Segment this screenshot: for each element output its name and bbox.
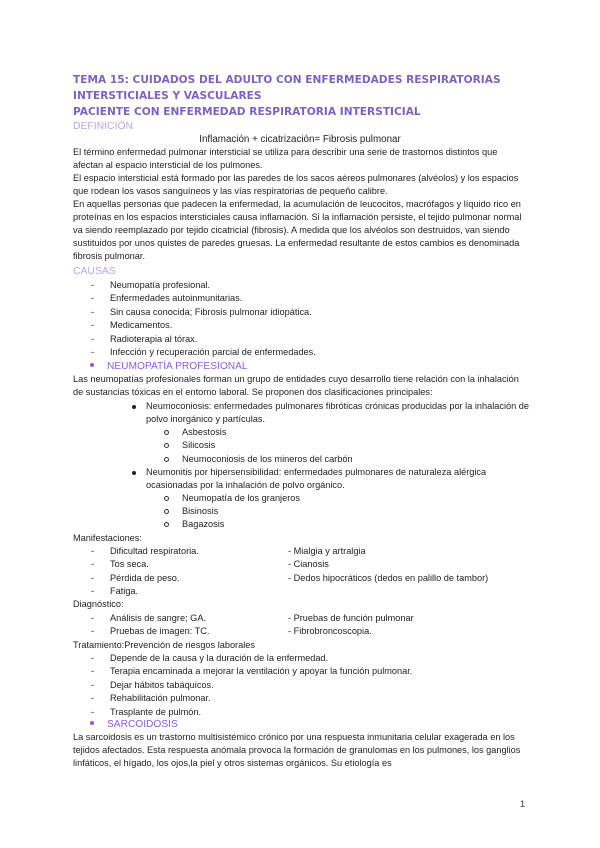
classification-text: Neumoconiosis: enfermedades pulmonares fibróticas crónicas producidas por la inhalación de polvo inorgánico y partículas. xyxy=(146,401,530,424)
manifestaciones-label: Manifestaciones: xyxy=(73,533,142,543)
circle-bullet-icon xyxy=(164,522,169,527)
bullet-dot-icon xyxy=(90,721,94,725)
tratamiento-list xyxy=(73,652,533,719)
col-1-text: - Fatiga. xyxy=(110,585,139,596)
list-item xyxy=(73,545,533,558)
col-1-text: - Pruebas de imagen: TC. xyxy=(110,626,210,637)
sarcoidosis-paragraph: La sarcoidosis es un trastorno multisistémico crónico por una respuesta inmunitaria celular exagerada en los tejidos afectados. Esta respuesta anómala provoca la formación de granulomas en los pulmones, los ganglios linfáticos, el hígado, los ojos,la piel y otros sistemas orgánicos. Su etiología es xyxy=(73,732,521,768)
definicion-paragraph-3: En aquellas personas que padecen la enfermedad, la acumulación de leucocitos, macrófagos y líquido rico en proteínas en los espacios intersticiales causa inflamación. Si la inflamación persiste, el tejido pulmonar normal va siendo reemplazado por tejido cicatricial (fibrosis). A medida que los alvéolos son destruidos, van siendo sustituidos por unos quistes de paredes gruesas. La enfermedad resultante de estos cambios es denominada fibrosis pulmonar. xyxy=(73,199,522,261)
definicion-paragraph-1: El término enfermedad pulmonar intersticial se utiliza para describir una serie de trastornos distintos que afectan al espacio intersticial de los pulmones. xyxy=(73,147,498,170)
sub-item-text: Bagazosis xyxy=(182,519,225,530)
list-item: - Sin causa conocida; Fibrosis pulmonar idiopática. xyxy=(73,306,533,319)
sub-item xyxy=(146,453,530,466)
col-1-text: - Dificultad respiratoria. xyxy=(110,546,199,556)
bullet-dot-icon xyxy=(132,405,136,409)
list-item xyxy=(73,558,533,571)
list-item: - Medicamentos. xyxy=(73,319,533,332)
sub-list xyxy=(146,492,530,532)
classification-text: Neumonitis por hipersensibilidad: enfermedades pulmonares de naturaleza alérgica ocasionadas por la inhalación de polvo orgánico. xyxy=(146,466,487,490)
circle-bullet-icon xyxy=(164,443,169,448)
sub-item-text: Silicosis xyxy=(182,440,216,451)
list-item: - Radioterapia al tórax. xyxy=(73,333,533,346)
manifestaciones-list xyxy=(73,545,533,598)
page-number: 1 xyxy=(520,799,526,809)
col-2-text: - Dedos hipocráticos (dedos en palillo de tambor) xyxy=(288,572,489,583)
definicion-heading: DEFINICIÓN xyxy=(73,121,134,132)
list-item: - Rehabilitación pulmonar. xyxy=(73,692,533,705)
sarcoidosis-heading xyxy=(90,718,178,731)
list-item xyxy=(73,612,533,625)
bullet-dot-icon xyxy=(90,363,94,367)
sub-item-text: Neumopatía de los granjeros xyxy=(182,492,300,503)
sub-list xyxy=(146,426,530,466)
sub-item xyxy=(146,492,530,505)
formula-line: Inflamación + cicatrización= Fibrosis pulmonar xyxy=(199,134,401,145)
classification-item-neumoconiosis xyxy=(130,400,530,466)
list-item: - Trasplante de pulmón. xyxy=(73,706,533,719)
col-1-text: - Tos seca. xyxy=(110,559,149,570)
sub-item-text: Bisinosis xyxy=(182,506,219,517)
classification-item-neumonitis xyxy=(130,466,530,532)
col-1-text: - Pérdida de peso. xyxy=(110,572,180,583)
bullet-dot-icon xyxy=(132,471,136,475)
circle-bullet-icon xyxy=(164,457,169,462)
col-2-text: - Mialgia y artralgia xyxy=(288,546,366,556)
diagnostico-list xyxy=(73,612,533,639)
sub-item-text: Asbestosis xyxy=(182,427,227,437)
sub-item xyxy=(146,518,530,531)
list-item xyxy=(73,585,533,598)
list-item: - Dejar hábitos tabáquicos. xyxy=(73,679,533,692)
list-item: - Infección y recuperación parcial de enfermedades. xyxy=(73,346,533,359)
list-item: - Neumopatía profesional. xyxy=(73,279,533,292)
list-item: - Terapia encaminada a mejorar la ventilación y apoyar la función pulmonar. xyxy=(73,665,533,678)
diagnostico-label: Diagnóstico: xyxy=(73,599,124,609)
list-item xyxy=(73,572,533,585)
neumopatia-intro: Las neumopatías profesionales forman un grupo de entidades cuyo desarrollo tiene relación con la inhalación de sustancias tóxicas en el entorno laboral. Se proponen dos clasificaciones principales: xyxy=(73,374,519,397)
col-2-text: - Fibrobroncoscopia. xyxy=(288,626,372,637)
sub-item xyxy=(146,426,530,439)
neumopatia-heading xyxy=(90,360,248,373)
neumopatia-heading-text: NEUMOPATÍA PROFESIONAL xyxy=(107,361,248,372)
definicion-paragraph-2: El espacio intersticial está formado por las paredes de los sacos aéreos pulmonares (alvéolos) y los espacios que rodean los vasos sanguíneos y las vías respiratorias de pequeño calibre. xyxy=(73,173,519,196)
list-item: - Depende de la causa y la duración de la enfermedad. xyxy=(73,652,533,665)
causas-list xyxy=(73,279,533,359)
causas-heading: CAUSAS xyxy=(73,266,116,277)
sub-item-text: Neumoconiosis de los mineros del carbón xyxy=(182,453,353,464)
col-2-text: - Cianosis xyxy=(288,559,329,570)
tratamiento-label: Tratamiento:Prevención de riesgos laborales xyxy=(73,640,255,650)
sub-item xyxy=(146,505,530,518)
sub-item xyxy=(146,439,530,452)
circle-bullet-icon xyxy=(164,430,169,435)
col-2-text: - Pruebas de función pulmonar xyxy=(288,613,414,623)
document-title: TEMA 15: CUIDADOS DEL ADULTO CON ENFERMEDADES RESPIRATORIAS INTERSTICIALES Y VASCULARES xyxy=(73,74,501,102)
classification-list xyxy=(130,400,530,532)
col-1-text: - Análisis de sangre; GA. xyxy=(110,613,207,623)
list-item xyxy=(73,625,533,638)
circle-bullet-icon xyxy=(164,509,169,514)
list-item: - Enfermedades autoinmunitarias. xyxy=(73,292,533,305)
section-subtitle: PACIENTE CON ENFERMEDAD RESPIRATORIA INTERSTICIAL xyxy=(73,106,421,118)
circle-bullet-icon xyxy=(164,496,169,501)
sarcoidosis-heading-text: SARCOIDOSIS xyxy=(107,719,178,730)
